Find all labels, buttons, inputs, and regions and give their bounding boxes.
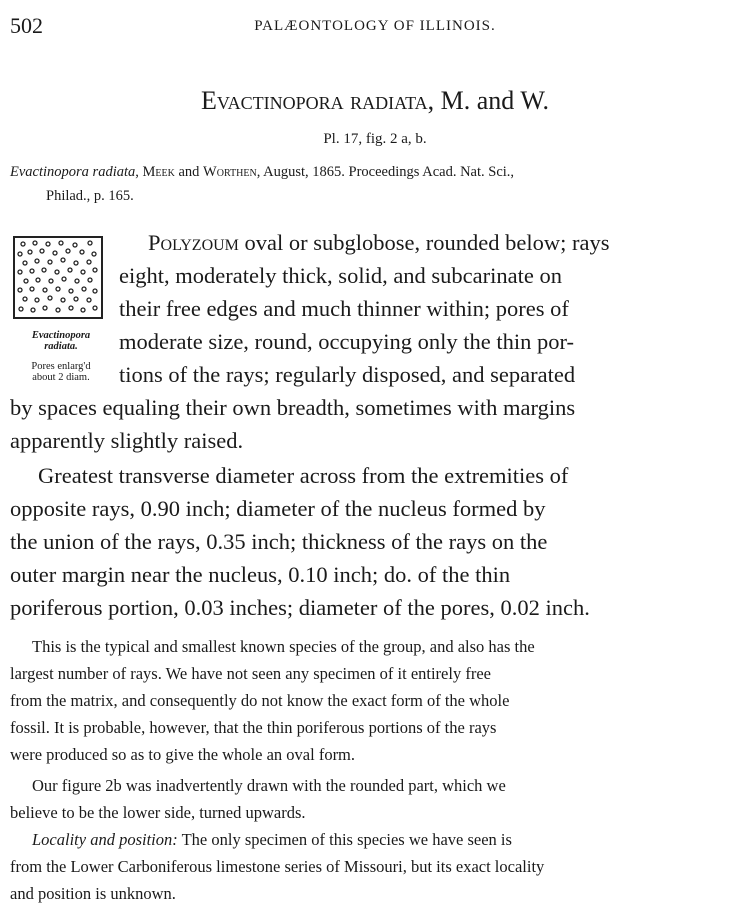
pores-illustration-icon <box>15 238 101 317</box>
plate-reference: Pl. 17, fig. 2 a, b. <box>323 131 427 147</box>
description-line-5: tions of the rays; regularly disposed, and separated <box>119 362 576 387</box>
figure-caption-name-line-2: radiata. <box>44 341 78 352</box>
description-line-3: their free edges and much thinner within; pores of <box>119 296 569 321</box>
remarks-line-4: fossil. It is probable, however, that the thin poriferous portions of the rays <box>10 718 497 737</box>
pore-figure <box>13 236 103 319</box>
figure-caption-name <box>6 330 116 352</box>
remarks-line-1: This is the typical and smallest known species of the group, and also has the <box>32 637 535 656</box>
synonymy-author-1: Meek <box>142 164 175 180</box>
remarks-line-2: largest number of rays. We have not seen any specimen of it entirely free <box>10 664 491 683</box>
locality-line-1-text: The only specimen of this species we have seen is <box>177 830 512 849</box>
species-title-authors: , M. and W. <box>427 86 549 115</box>
figure-caption-note-line-1: Pores enlarg'd <box>31 361 91 372</box>
figure-caption-name-line-1: Evactinopora <box>31 330 91 341</box>
measurements-line-5: poriferous portion, 0.03 inches; diameter of the pores, 0.02 inch. <box>10 595 590 620</box>
locality-line-2: from the Lower Carboniferous limestone series of Missouri, but its exact locality <box>10 857 545 876</box>
synonymy-species-name: Evactinopora radiata <box>10 164 136 180</box>
locality-line-3: and position is unknown. <box>10 884 176 903</box>
locality-line-1 <box>32 830 512 850</box>
synonymy-line-2: Philad., p. 165. <box>46 188 134 204</box>
remarks-line-3: from the matrix, and consequently do not know the exact form of the whole <box>10 691 510 710</box>
remarks-line-5: were produced so as to give the whole an oval form. <box>10 745 356 764</box>
species-title-name: Evactinopora radiata <box>201 86 428 115</box>
measurements-line-3: the union of the rays, 0.35 inch; thickness of the rays on the <box>10 529 548 554</box>
synonymy-and: and <box>174 164 204 180</box>
synonymy-citation: , August, 1865. Proceedings Acad. Nat. Sci., <box>256 164 515 180</box>
running-title: PALÆONTOLOGY OF ILLINOIS. <box>254 18 496 34</box>
synonymy-line-1: Evactinopora radiata, Meek and Worthen, August, 1865. Proceedings Acad. Nat. Sci., <box>10 164 515 180</box>
description-line-1-text: oval or subglobose, rounded below; rays <box>238 230 610 255</box>
description-line-2: eight, moderately thick, solid, and subcarinate on <box>119 263 563 288</box>
description-line-4: moderate size, round, occupying only the thin por- <box>119 329 575 354</box>
measurements-line-1: Greatest transverse diameter across from the extremities of <box>38 463 569 488</box>
measurements-line-2: opposite rays, 0.90 inch; diameter of the nucleus formed by <box>10 496 546 521</box>
figure-caption-note <box>6 361 116 383</box>
figure-caption-note-line-2: about 2 diam. <box>32 372 90 383</box>
description-line-6: by spaces equaling their own breadth, sometimes with margins <box>10 395 576 420</box>
measurements-line-4: outer margin near the nucleus, 0.10 inch; do. of the thin <box>10 562 511 587</box>
synonymy-author-2: Worthen <box>203 164 257 180</box>
species-title <box>0 86 750 116</box>
description-lead-word: Polyzoum <box>148 230 239 255</box>
locality-label: Locality and position: <box>32 830 178 849</box>
figure-note-line-1: Our figure 2b was inadvertently drawn with the rounded part, which we <box>32 776 506 795</box>
figure-note-line-2: believe to be the lower side, turned upwards. <box>10 803 306 822</box>
description-line-1 <box>148 226 609 259</box>
page-number: 502 <box>10 13 43 38</box>
description-line-7: apparently slightly raised. <box>10 428 244 453</box>
